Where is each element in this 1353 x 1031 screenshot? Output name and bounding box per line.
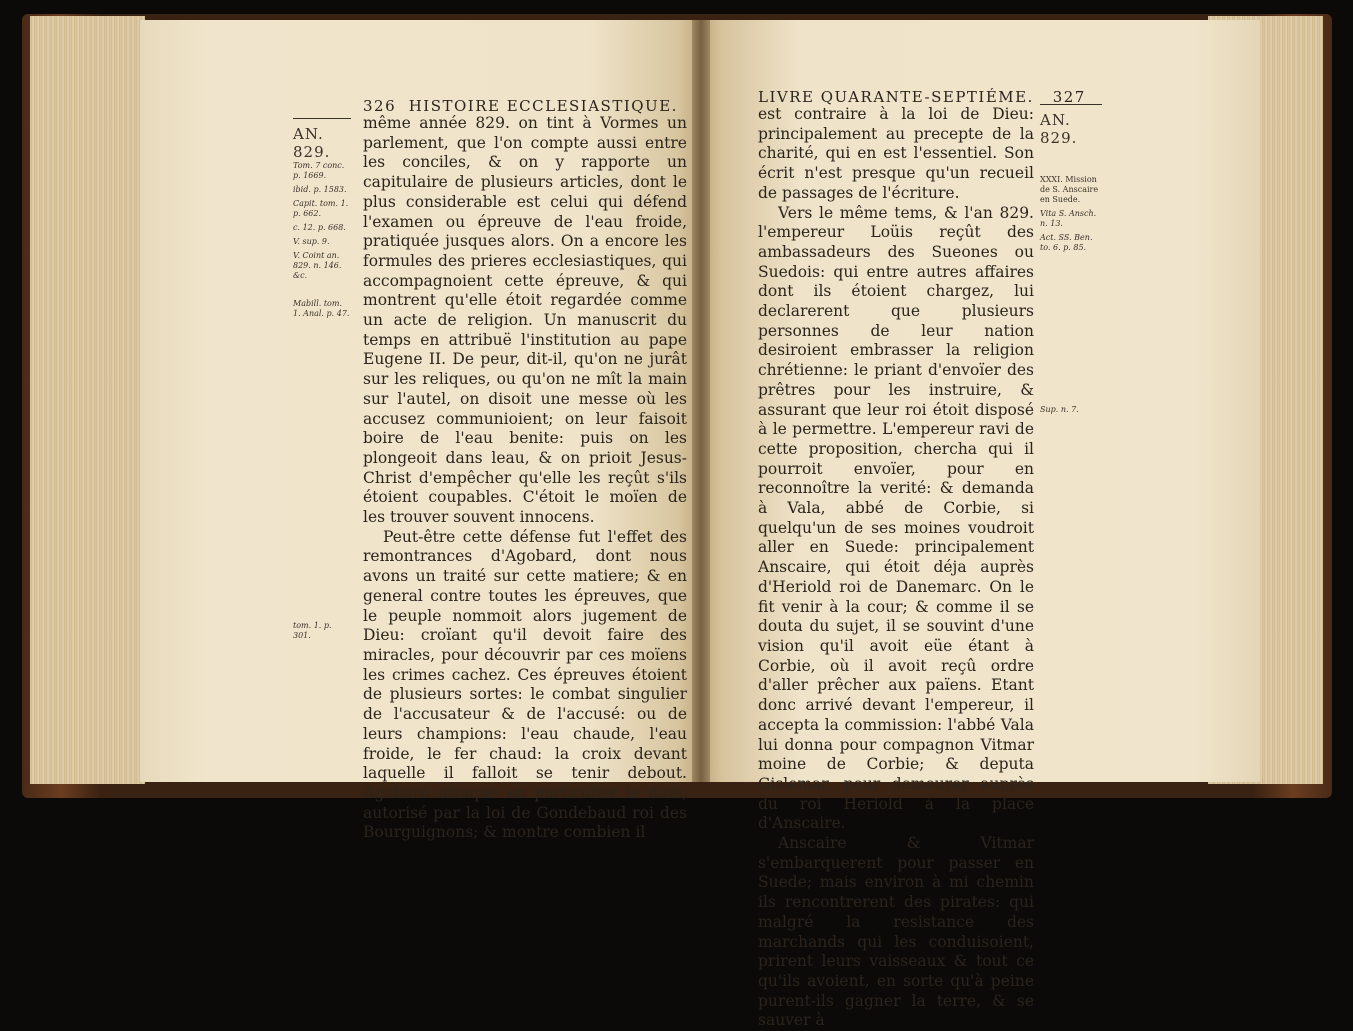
right-running-title: LIVRE QUARANTE-SEPTIÉME. [758,88,1034,106]
right-running-head [758,88,1086,106]
left-margin-note-7: Mabill. tom. 1. Anal. p. 47. [293,299,350,318]
right-paragraph-2: Vers le même tems, & l'an 829. l'empereur Loüis reçût des ambassadeurs des Sueones ou Suedois: qui entre autres affaires dont ils étoient chargez, lui declarerent que plusieurs personnes de leur nation desiroient embrasser la religion chrétienne: le priant d'envoïer des prêtres pour les instruire, & assurant que leur roi étoit disposé à le permettre. L'empereur ravi de cette proposition, chercha qui il pourroit envoïer, pour en reconnoître la verité: & demanda à Vala, abbé de Corbie, si quelqu'un de ses moines voudroit aller en Suede: principalement Anscaire, qui étoit déja auprès d'Heriold roi de Danemarc. On le fit venir à la cour; & comme il se douta du sujet, il se souvint d'une vision qu'il avoit eüe étant à Corbie, où il avoit reçû ordre d'aller prêcher aux païens. Etant donc arrivé devant l'empereur, il accepta la commission: l'abbé Vala lui donna pour compagnon Vitmar moine de Corbie; & deputa Gislemar, pour demeurer auprès du roi Heriold à la place d'Anscaire. [758,203,1034,833]
left-margin-note-6: V. Coint an. 829. n. 146. &c. [293,251,342,280]
right-margin-note-2: Vita S. Ansch. n. 13. [1040,209,1097,228]
left-margin-note-4: c. 12. p. 668. [293,223,346,232]
left-margin-note-2: ibid. p. 1583. [293,185,347,194]
right-margin-year: AN. 829. [1040,111,1078,147]
left-page-edges [30,16,145,784]
left-paragraph-1: même année 829. on tint à Vormes un parlement, que l'on compte aussi entre les conciles, & on y rapporte un capitulaire de plusieurs articles, dont le plus considerable est celui qui défend l'examen ou épreuve de l'eau froide, pratiquée jusques alors. On a encore les formules des prieres ecclesiastiques, qui accompagnoient cette épreuve, & qui montrent qu'elle étoit regardée comme un acte de religion. Un manuscrit du temps en attribuë l'institution au pape Eugene II. De peur, dit-il, qu'on ne jurât sur les reliques, ou qu'on ne mît la main sur l'autel, on disoit une messe où les accusez communioient; on leur faisoit boire de l'eau benite: puis on les plongeoit dans leau, & on prioit Jesus-Christ d'empêcher qu'elle les reçût s'ils étoient coupables. C'étoit le moïen de les trouver souvent innocens. [363,114,687,527]
right-margin-note-4: Sup. n. 7. [1040,405,1079,414]
right-paragraph-1: est contraire à la loi de Dieu: principalement au precepte de la charité, qui en est l'essentiel. Son écrit n'est presque qu'un recueil de passages de l'écriture. [758,105,1034,202]
left-margin-note-5: V. sup. 9. [293,237,330,246]
right-margin-notes [1040,104,1102,419]
left-margin-note-8: tom. 1. p. 301. [293,621,332,640]
right-text-column [758,105,1034,1031]
right-margin-note-3: Act. SS. Ben. to. 6. p. 85. [1040,233,1093,252]
left-text-column [363,114,687,843]
book-gutter [692,20,710,782]
left-margin-notes [293,118,351,645]
right-margin-note-1: XXXI. Mission de S. Anscaire en Suede. [1040,175,1099,204]
left-page-number: 326 [363,97,397,115]
left-margin-year: AN. 829. [293,125,331,161]
right-page-number: 327 [1052,88,1086,106]
left-margin-rule [293,118,351,119]
left-margin-note-3: Capit. tom. 1. p. 662. [293,199,349,218]
left-running-title: HISTOIRE ECCLESIASTIQUE. [408,97,678,115]
right-paragraph-3: Anscaire & Vitmar s'embarquerent pour passer en Suede; mais environ à mi chemin ils rencontrerent des pirates: qui malgré la resistance des marchands qui les conduisoient, prirent leurs vaisseaux & tout ce qu'ils avoient, en sorte qu'à peine purent-ils gagner la terre, & se sauver à [758,834,1034,1030]
left-paragraph-2: Peut-être cette défense fut l'effet des remontrances d'Agobard, dont nous avons un traité sur cette matiere; & en general contre toutes les épreuves, que le peuple nommoit alors jugement de Dieu: croïant qu'il devoit faire des miracles, pour découvrir par ces moïens les crimes cachez. Ces épreuves étoient de plusieurs sortes: le combat singulier de l'accusateur & de l'accusé: ou de leurs champions: l'eau chaude, l'eau froide, le fer chaud: la croix devant laquelle il falloit se tenir debout. Agobard attaque en particulier le duel, autorisé par la loi de Gondebaud roi des Bourguignons; & montre combien il [363,527,687,842]
left-running-head [363,97,678,115]
left-margin-note-1: Tom. 7 conc. p. 1669. [293,161,345,180]
right-margin-rule [1040,104,1102,105]
